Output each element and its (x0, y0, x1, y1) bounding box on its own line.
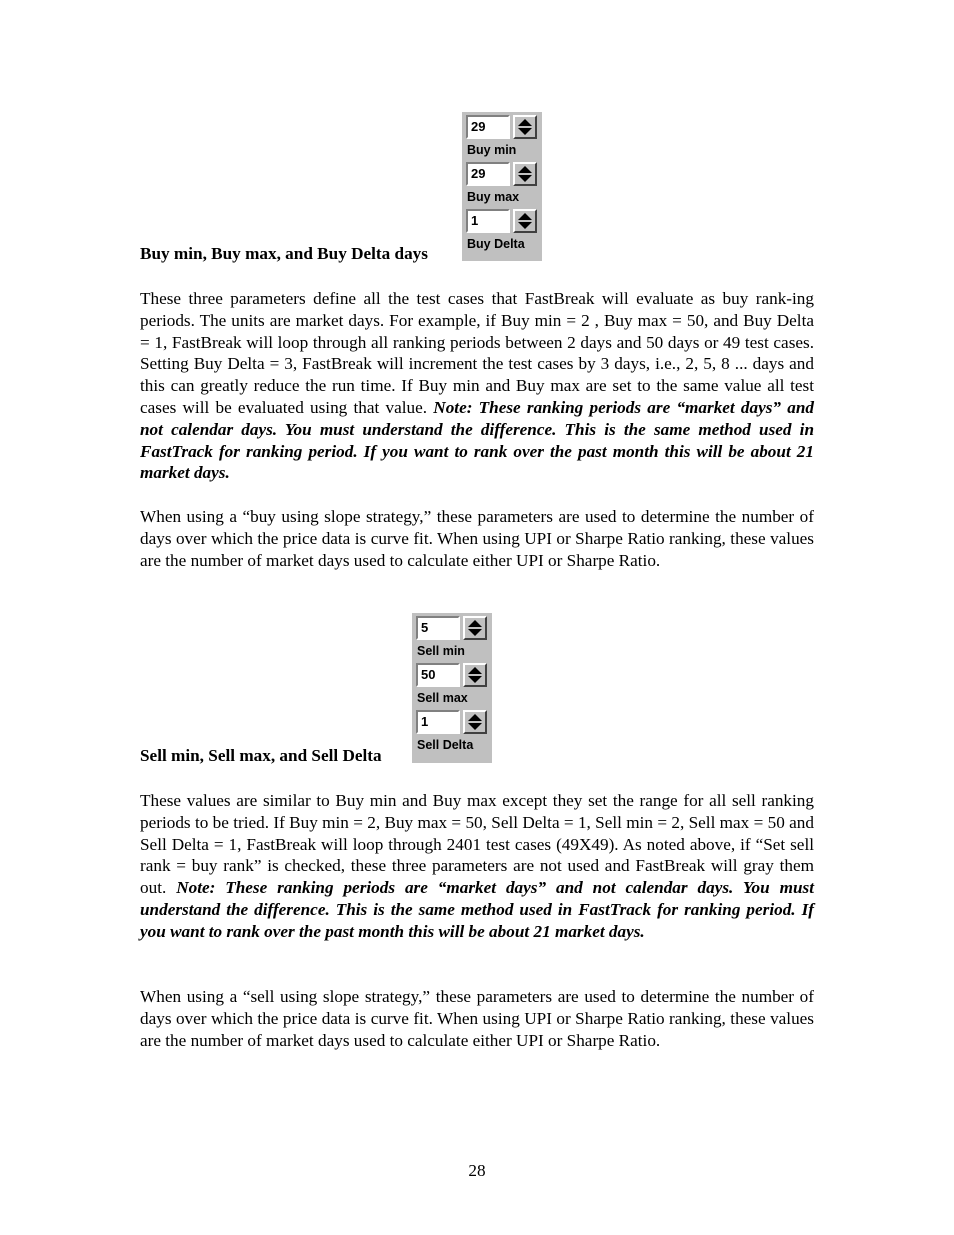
buy-parameters-panel (462, 112, 542, 261)
sell-parameters-panel (412, 613, 492, 763)
buy-min-spinner[interactable] (466, 115, 542, 141)
page-number: 28 (468, 1161, 486, 1180)
sell-min-label: Sell min (417, 644, 465, 658)
buy-delta-label: Buy Delta (467, 237, 525, 251)
sell-delta-spin-button[interactable] (463, 710, 487, 734)
buy-max-label: Buy max (467, 190, 520, 204)
up-down-arrows-icon (515, 211, 535, 231)
sell-max-spin-button[interactable] (463, 663, 487, 687)
sell-max-input[interactable]: 50 (416, 663, 460, 687)
buy-delta-input[interactable]: 1 (466, 209, 510, 233)
up-down-arrows-icon (515, 117, 535, 137)
up-down-arrows-icon (465, 665, 485, 685)
sell-section-heading: Sell min, Sell max, and Sell Delta (140, 746, 382, 765)
sell-slope-paragraph: When using a “sell using slope strategy,” these parameters are used to determine the number of days over which the price data is curve fit. When using UPI or Sharpe Ratio ranking, these values are the number of market days used to calculate either UPI or Sharpe Ratio. (140, 987, 814, 1050)
sell-min-spinner[interactable] (416, 616, 492, 642)
buy-min-input[interactable]: 29 (466, 115, 510, 139)
sell-min-spin-button[interactable] (463, 616, 487, 640)
buy-max-spinner[interactable] (466, 162, 542, 188)
buy-max-input[interactable]: 29 (466, 162, 510, 186)
buy-description-text: These three parameters define all the test cases that FastBreak will evaluate as buy rank-ing periods. The units are market days. For example, if Buy min = 2 , Buy max = 50, and Buy Delta = 1, FastBreak will loop through all ranking periods between 2 days and 50 days or 49 test cases. Setting Buy Delta = 3, FastBreak will increment the test cases by 3 days, i.e., 2, 5, 8 ... days and this can greatly reduce the run time. If Buy min and Buy max are set to the same value all test cases will be evaluated using that value. (140, 289, 814, 417)
buy-delta-spinner[interactable] (466, 209, 542, 235)
up-down-arrows-icon (515, 164, 535, 184)
sell-description-note: Note: These ranking periods are “market days” and not calendar days. You must understand the difference. This is the same method used in FastTrack for ranking period. If you want to rank over the past month this will be about 21 market days. (140, 878, 814, 941)
buy-section-heading: Buy min, Buy max, and Buy Delta days (140, 244, 428, 263)
sell-description-text: These values are similar to Buy min and Buy max except they set the range for all sell ranking periods to be tried. If Buy min = 2, Buy max = 50, Sell Delta = 1, Sell min = 2, Sell max = 50 and Sell Delta = 1, FastBreak will loop through 2401 test cases (49X49). As noted above, if “Set sell rank = buy rank” is checked, these three parameters are not used and FastBreak will gray them out. (140, 791, 814, 898)
up-down-arrows-icon (465, 712, 485, 732)
buy-max-spin-button[interactable] (513, 162, 537, 186)
buy-description-paragraph (140, 288, 814, 484)
buy-delta-spin-button[interactable] (513, 209, 537, 233)
sell-max-spinner[interactable] (416, 663, 492, 689)
sell-min-input[interactable]: 5 (416, 616, 460, 640)
buy-min-label: Buy min (467, 143, 517, 157)
sell-delta-input[interactable]: 1 (416, 710, 460, 734)
sell-delta-spinner[interactable] (416, 710, 492, 736)
sell-delta-label: Sell Delta (417, 738, 474, 752)
buy-min-spin-button[interactable] (513, 115, 537, 139)
up-down-arrows-icon (465, 618, 485, 638)
buy-slope-paragraph: When using a “buy using slope strategy,” these parameters are used to determine the number of days over which the price data is curve fit. When using UPI or Sharpe Ratio ranking, these values are the number of market days used to calculate either UPI or Sharpe Ratio. (140, 507, 814, 570)
buy-description-note: Note: These ranking periods are “market days” and not calendar days. You must understand the difference. This is the same method used in FastTrack for ranking period. If you want to rank over the past month this will be about 21 market days. (140, 397, 815, 483)
sell-max-label: Sell max (417, 691, 468, 705)
sell-description-paragraph (140, 790, 814, 943)
